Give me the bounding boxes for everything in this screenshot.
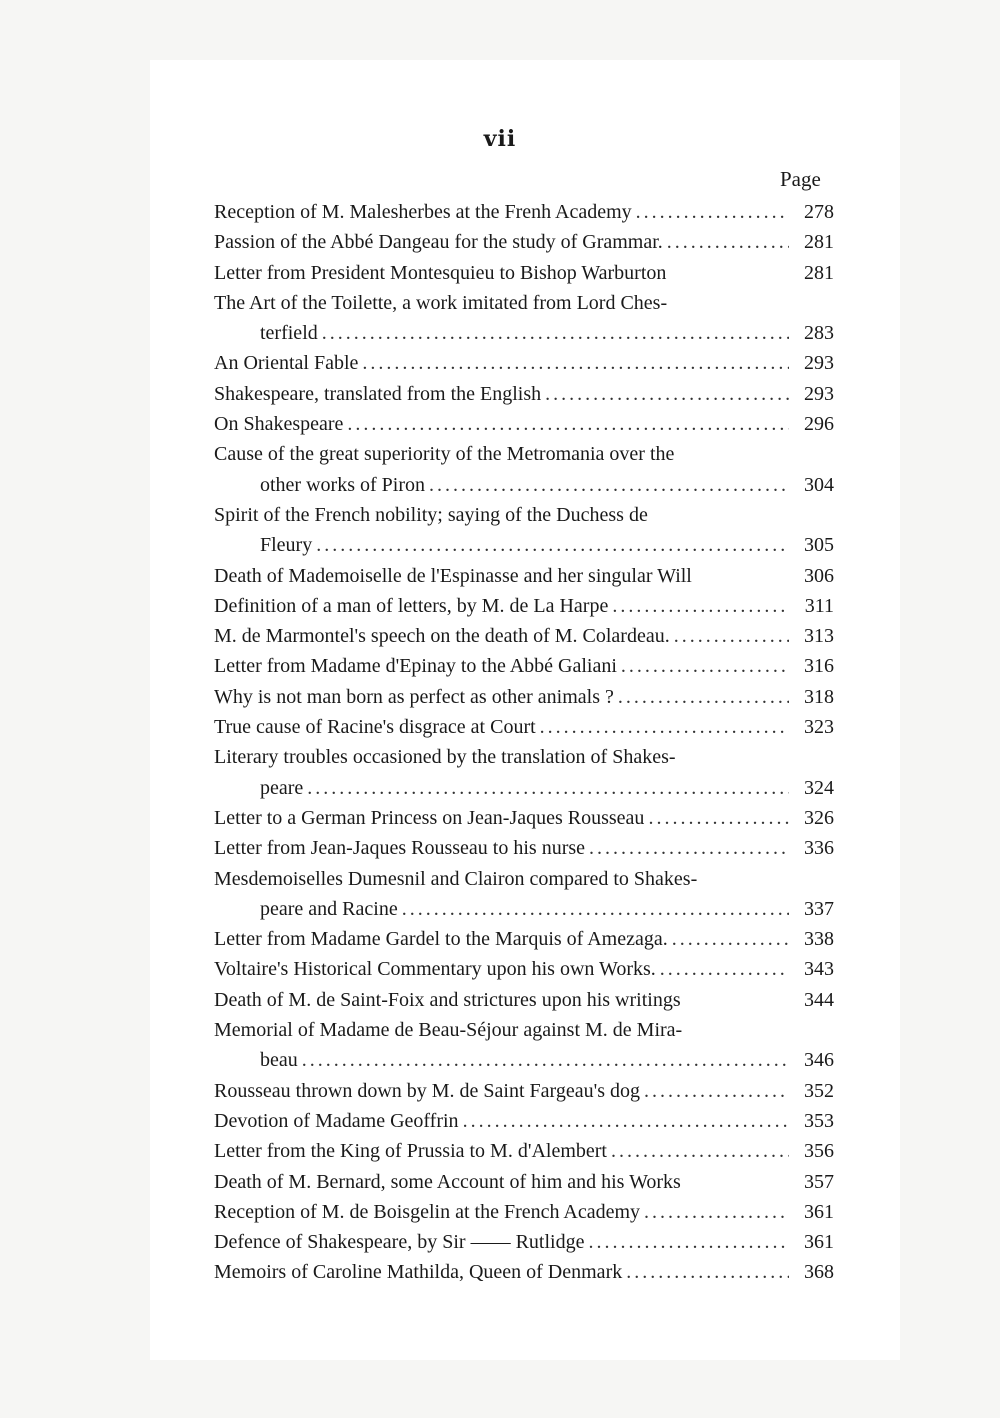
- toc-entry-title-line2: beau: [260, 1049, 298, 1072]
- leader-dots: [660, 954, 789, 984]
- toc-entry: [214, 954, 834, 984]
- toc-entry: [214, 379, 834, 409]
- toc-entry-title-line2: peare: [260, 776, 304, 799]
- toc-entry-title: M. de Marmontel's speech on the death of M. Colardeau.: [214, 625, 670, 648]
- toc-entry: [214, 1227, 834, 1257]
- toc-entry-page: 293: [804, 352, 834, 375]
- toc-entry-title-line1: Spirit of the French nobility; saying of the Duchess de: [214, 503, 648, 526]
- toc-entry-title-line1: Cause of the great superiority of the Metromania over the: [214, 443, 675, 466]
- toc-entry: [214, 712, 834, 742]
- toc-entry-title-line1: The Art of the Toilette, a work imitated from Lord Ches-: [214, 291, 668, 314]
- toc-entry-title: Memoirs of Caroline Mathilda, Queen of Denmark: [214, 1261, 623, 1284]
- leader-dots: [644, 1197, 789, 1227]
- toc-entry-title-line1: Mesdemoiselles Dumesnil and Clairon compared to Shakes-: [214, 867, 698, 890]
- leader-dots: [589, 833, 789, 863]
- toc-entry: [214, 1136, 834, 1166]
- toc-entry-title: Why is not man born as perfect as other animals ?: [214, 685, 614, 708]
- toc-entry-title: Shakespeare, translated from the English: [214, 382, 542, 405]
- leader-dots: [674, 621, 789, 651]
- toc-entry-page: 361: [804, 1231, 834, 1254]
- toc-entry-title-line2: terfield: [260, 322, 318, 345]
- toc-entry-page: 281: [804, 261, 834, 284]
- leader-dots: [626, 1257, 789, 1287]
- leader-dots: [618, 682, 789, 712]
- toc-entry-page: 361: [804, 1200, 834, 1223]
- toc-entry-page: 346: [804, 1049, 834, 1072]
- toc-entry-title: Letter from Madame Gardel to the Marquis of Amezaga.: [214, 928, 668, 951]
- toc-entry-page: 336: [804, 837, 834, 860]
- leader-dots: [463, 1106, 789, 1136]
- toc-entry-title: Reception of M. Malesherbes at the Frenh Academy: [214, 201, 632, 223]
- toc-entry-title: Letter from the King of Prussia to M. d'Alembert: [214, 1140, 607, 1163]
- toc-entry-title: Letter from Madame d'Epinay to the Abbé Galiani: [214, 655, 617, 678]
- toc-entry-page: 293: [804, 382, 834, 405]
- toc-entry: [214, 409, 834, 439]
- leader-dots: [545, 379, 789, 409]
- toc-entry: [214, 348, 834, 378]
- table-of-contents: [214, 197, 834, 1288]
- toc-entry: [214, 561, 834, 591]
- leader-dots: [322, 318, 789, 348]
- toc-entry-page: 316: [804, 655, 834, 678]
- leader-dots: [362, 348, 789, 378]
- toc-entry-page: 353: [804, 1109, 834, 1132]
- toc-entry: [214, 439, 834, 500]
- leader-dots: [402, 894, 789, 924]
- toc-entry-title: Reception of M. de Boisgelin at the French Academy: [214, 1200, 641, 1223]
- toc-entry-page: 318: [804, 685, 834, 708]
- toc-entry-title-line1: Memorial of Madame de Beau-Séjour against M. de Mira-: [214, 1019, 683, 1042]
- toc-entry: [214, 591, 834, 621]
- toc-entry: [214, 924, 834, 954]
- toc-entry-page: 323: [804, 716, 834, 739]
- toc-entry: [214, 197, 834, 227]
- toc-entry: [214, 1197, 834, 1227]
- toc-entry-page: 281: [804, 231, 834, 254]
- toc-entry: [214, 621, 834, 651]
- toc-entry-page: 278: [804, 201, 834, 223]
- toc-entry-page: 343: [804, 958, 834, 981]
- toc-entry: [214, 1257, 834, 1287]
- toc-entry-page: 283: [804, 322, 834, 345]
- toc-entry: [214, 1106, 834, 1136]
- leader-dots: [621, 651, 789, 681]
- leader-dots: [307, 773, 789, 803]
- leader-dots: [612, 591, 789, 621]
- toc-entry-title: Letter from President Montesquieu to Bishop Warburton: [214, 261, 667, 284]
- leader-dots: [648, 803, 789, 833]
- toc-entry-title-line2: Fleury: [260, 534, 313, 557]
- toc-entry-title: Definition of a man of letters, by M. de La Harpe: [214, 594, 609, 617]
- toc-entry: [214, 833, 834, 863]
- toc-entry-title-line2: peare and Racine: [260, 897, 398, 920]
- toc-entry-title: Rousseau thrown down by M. de Saint Fargeau's dog: [214, 1079, 640, 1102]
- toc-entry-page: 305: [804, 534, 834, 557]
- toc-entry-page: 326: [804, 806, 834, 829]
- toc-entry-title: Death of M. Bernard, some Account of him and his Works: [214, 1170, 681, 1193]
- toc-entry: [214, 1167, 834, 1197]
- toc-entry-page: 357: [804, 1170, 834, 1193]
- toc-entry: [214, 500, 834, 561]
- toc-entry-title: True cause of Racine's disgrace at Court: [214, 716, 536, 739]
- leader-dots: [302, 1045, 789, 1075]
- leader-dots: [429, 470, 789, 500]
- toc-entry-title: Letter to a German Princess on Jean-Jaques Rousseau: [214, 806, 645, 829]
- toc-entry: [214, 288, 834, 349]
- toc-entry: [214, 1076, 834, 1106]
- leader-dots: [588, 1227, 789, 1257]
- leader-dots: [644, 1076, 789, 1106]
- leader-dots: [611, 1136, 789, 1166]
- toc-entry: [214, 651, 834, 681]
- toc-entry-title: Letter from Jean-Jaques Rousseau to his nurse: [214, 837, 586, 860]
- leader-dots: [636, 197, 789, 227]
- toc-entry: [214, 227, 834, 257]
- toc-entry-title: Death of Mademoiselle de l'Espinasse and her singular Will: [214, 564, 692, 587]
- toc-entry: [214, 258, 834, 288]
- toc-entry: [214, 864, 834, 925]
- toc-entry-title: Death of M. de Saint-Foix and strictures upon his writings: [214, 988, 681, 1011]
- toc-entry-title: Passion of the Abbé Dangeau for the study of Grammar.: [214, 231, 663, 254]
- page-folio: vii: [483, 126, 517, 152]
- toc-entry-page: 352: [804, 1079, 834, 1102]
- toc-entry-title: Devotion of Madame Geoffrin: [214, 1109, 459, 1132]
- toc-entry-page: 304: [804, 473, 834, 496]
- leader-dots: [672, 924, 789, 954]
- toc-entry-title-line1: Literary troubles occasioned by the translation of Shakes-: [214, 746, 676, 769]
- leader-dots: [540, 712, 789, 742]
- toc-entry: [214, 985, 834, 1015]
- toc-entry-page: 306: [804, 564, 834, 587]
- toc-entry-title: Defence of Shakespeare, by Sir —— Rutlidge: [214, 1231, 585, 1254]
- toc-entry: [214, 803, 834, 833]
- leader-dots: [667, 227, 789, 257]
- toc-entry-page: 324: [804, 776, 834, 799]
- leader-dots: [316, 530, 789, 560]
- toc-entry-page: 338: [804, 928, 834, 951]
- toc-entry: [214, 742, 834, 803]
- page-column-label: Page: [780, 167, 821, 191]
- toc-entry-page: 337: [804, 897, 834, 920]
- toc-entry-title: An Oriental Fable: [214, 352, 359, 375]
- toc-entry-title-line2: other works of Piron: [260, 473, 425, 496]
- toc-entry-title: Voltaire's Historical Commentary upon his own Works.: [214, 958, 656, 981]
- toc-entry: [214, 682, 834, 712]
- toc-entry-page: 311: [804, 594, 834, 617]
- toc-entry-page: 313: [804, 625, 834, 648]
- toc-entry-page: 368: [804, 1261, 834, 1284]
- toc-entry-page: 344: [804, 988, 834, 1011]
- leader-dots: [347, 409, 789, 439]
- toc-entry-page: 296: [804, 413, 834, 436]
- toc-entry-title: On Shakespeare: [214, 413, 344, 436]
- toc-entry-page: 356: [804, 1140, 834, 1163]
- toc-entry: [214, 1015, 834, 1076]
